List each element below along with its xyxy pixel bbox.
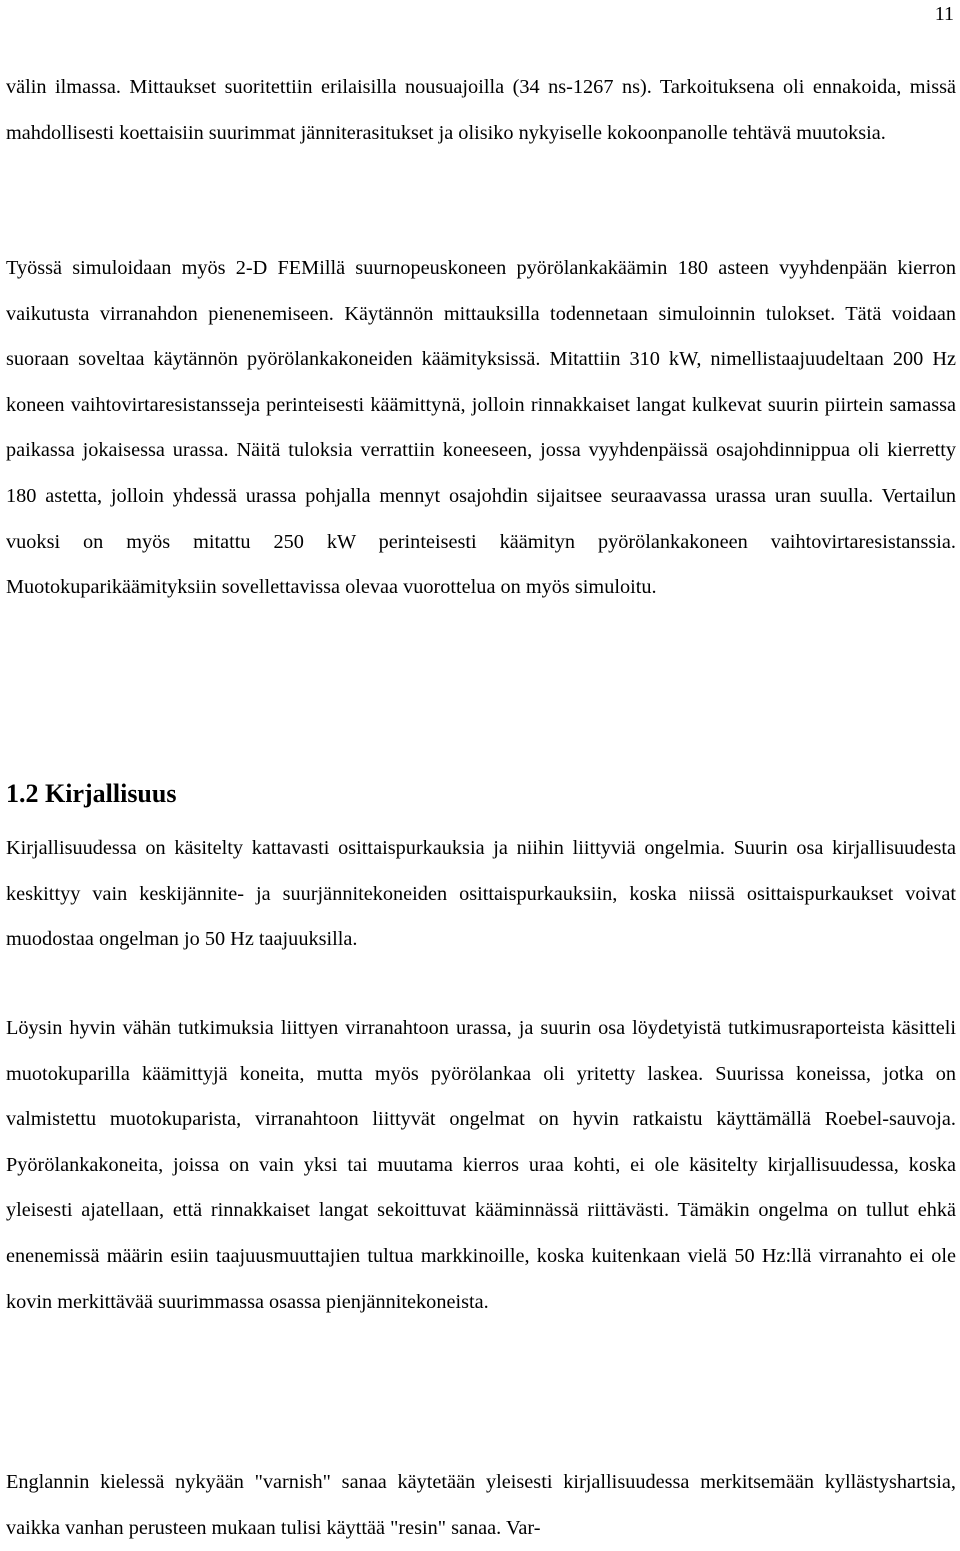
paragraph-simulation: Työssä simuloidaan myös 2-D FEMillä suurnopeuskoneen pyörölankakäämin 180 asteen vyyhdenpään kierron vaikutusta virranahdon pienenemiseen. Käytännön mittauksilla todennetaan simuloinnin tulokset. Tätä voidaan suoraan soveltaa käytännön pyörölankakoneiden käämityksissä. Mitattiin 310 kW, nimellistaajuudeltaan 200 Hz koneen vaihtovirtaresistansseja perinteisesti käämittynä, jolloin rinnakkaiset langat kulkevat suurin piirtein samassa paikassa jokaisessa urassa. Näitä tuloksia verrattiin koneeseen, jossa vyyhdenpäissä osajohdinnippua oli kierretty 180 astetta, jolloin yhdessä urassa pohjalla mennyt osajohdin sijaitsee seuraavassa urassa uran suulla. Vertailun vuoksi on myös mitattu 250 kW perinteisesti käämityn pyörölankakoneen vaihtovirtaresistanssia. Muotokuparikäämityksiin sovellettavissa olevaa vuorottelua on myös simuloitu. <box>6 257 956 599</box>
paragraph-literature-findings: Löysin hyvin vähän tutkimuksia liittyen virranahtoon urassa, ja suurin osa löydetyistä tutkimusraporteista käsitteli muotokuparilla käämittyjä koneita, mutta myös pyörölankaa oli yritetty laskea. Suurissa koneissa, jotka on valmistettu muotokuparista, virranahtoon liittyvät ongelmat on hyvin ratkaistu käyttämällä Roebel-sauvoja. Pyörölankakoneita, joissa on vain yksi tai muutama kierros uraa kohti, ei ole käsitelty kirjallisuudessa, koska yleisesti ajatellaan, että rinnakkaiset langat sekoittuvat kääminnässä riittävästi. Tämäkin ongelma on tullut ehkä enenemissä määrin esiin taajuusmuuttajien tultua markkinoille, koska kuitenkaan vielä 50 Hz:llä virranahto ei ole kovin merkittävää suurimmassa osassa pienjännitekoneista. <box>6 1017 956 1313</box>
paragraph-terminology: Englannin kielessä nykyään "varnish" sanaa käytetään yleisesti kirjallisuudessa merkitsemään kyllästyshartsia, vaikka vanhan perusteen mukaan tulisi käyttää "resin" sanaa. Var- <box>6 1471 956 1539</box>
section-heading: 1.2 Kirjallisuus <box>6 779 177 808</box>
paragraph-measurements: välin ilmassa. Mittaukset suoritettiin erilaisilla nousuajoilla (34 ns-1267 ns). Tarkoituksena oli ennakoida, missä mahdollisesti koettaisiin suurimmat jänniterasitukset ja olisiko nykyiselle kokoonpanolle tehtävä muutoksia. <box>6 76 956 144</box>
page-number: 11 <box>934 3 954 25</box>
paragraph-literature-intro: Kirjallisuudessa on käsitelty kattavasti osittaispurkauksia ja niihin liittyviä ongelmia. Suurin osa kirjallisuudesta keskittyy vain keskijännite- ja suurjännitekoneiden osittaispurkauksiin, koska niissä osittaispurkaukset voivat muodostaa ongelman jo 50 Hz taajuuksilla. <box>6 837 956 951</box>
